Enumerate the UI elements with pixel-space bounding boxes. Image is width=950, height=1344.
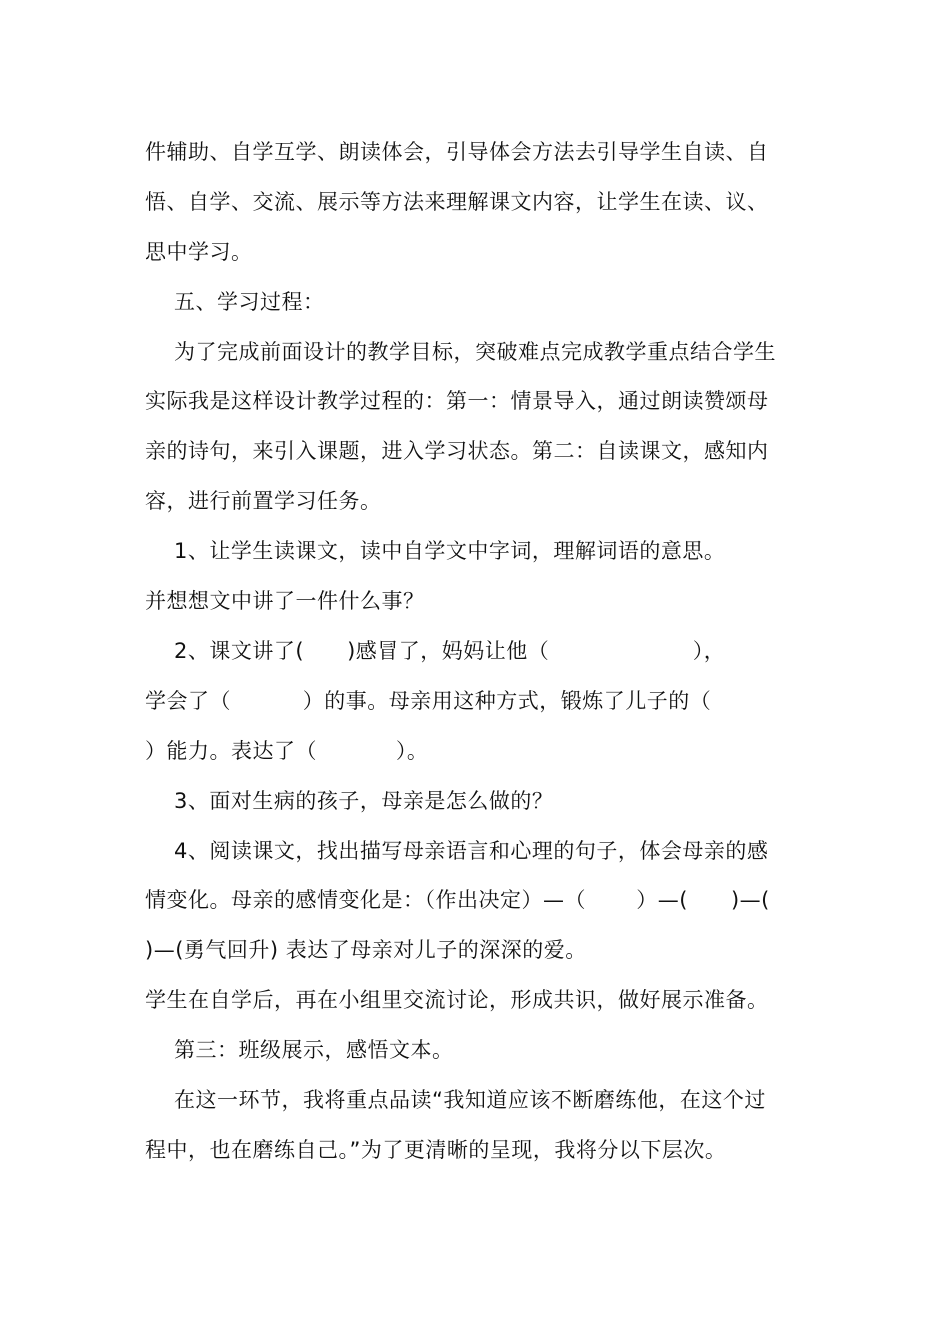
text-line: 为了完成前面设计的教学目标，突破难点完成教学重点结合学生 bbox=[174, 340, 776, 364]
text-line: 学会了（ ）的事。母亲用这种方式，锻炼了儿子的（ bbox=[145, 689, 712, 713]
text-line: ）能力。表达了（ ）。 bbox=[145, 739, 429, 763]
text-line: 容，进行前置学习任务。 bbox=[145, 489, 382, 513]
list-item: 3、面对生病的孩子，母亲是怎么做的？ bbox=[174, 789, 554, 813]
section-heading: 第三：班级展示，感悟文本。 bbox=[174, 1038, 454, 1062]
list-item: 4、阅读课文，找出描写母亲语言和心理的句子，体会母亲的感 bbox=[174, 839, 769, 863]
text-line: 程中，也在磨练自己。”为了更清晰的呈现，我将分以下层次。 bbox=[145, 1138, 727, 1162]
text-line: 悟、自学、交流、展示等方法来理解课文内容，让学生在读、议、 bbox=[145, 190, 769, 214]
text-line: 亲的诗句，来引入课题，进入学习状态。第二：自读课文，感知内 bbox=[145, 439, 769, 463]
text-line: 学生在自学后，再在小组里交流讨论，形成共识，做好展示准备。 bbox=[145, 988, 769, 1012]
text-line: 实际我是这样设计教学过程的：第一：情景导入，通过朗读赞颂母 bbox=[145, 389, 769, 413]
text-line: 情变化。母亲的感情变化是：（作出决定）—（ ）—( )—( bbox=[145, 888, 770, 912]
list-item: 2、课文讲了( )感冒了，妈妈让他（ ）， bbox=[174, 639, 726, 663]
text-line: 件辅助、自学互学、朗读体会，引导体会方法去引导学生自读、自 bbox=[145, 140, 769, 164]
list-item: 1、让学生读课文，读中自学文中字词，理解词语的意思。 bbox=[174, 539, 726, 563]
text-line: 思中学习。 bbox=[145, 240, 253, 264]
text-line: )—(勇气回升) 表达了母亲对儿子的深深的爱。 bbox=[145, 938, 587, 962]
text-line: 在这一环节，我将重点品读“我知道应该不断磨练他，在这个过 bbox=[174, 1088, 766, 1112]
text-line: 并想想文中讲了一件什么事？ bbox=[145, 589, 425, 613]
section-heading: 五、学习过程： bbox=[174, 290, 325, 314]
